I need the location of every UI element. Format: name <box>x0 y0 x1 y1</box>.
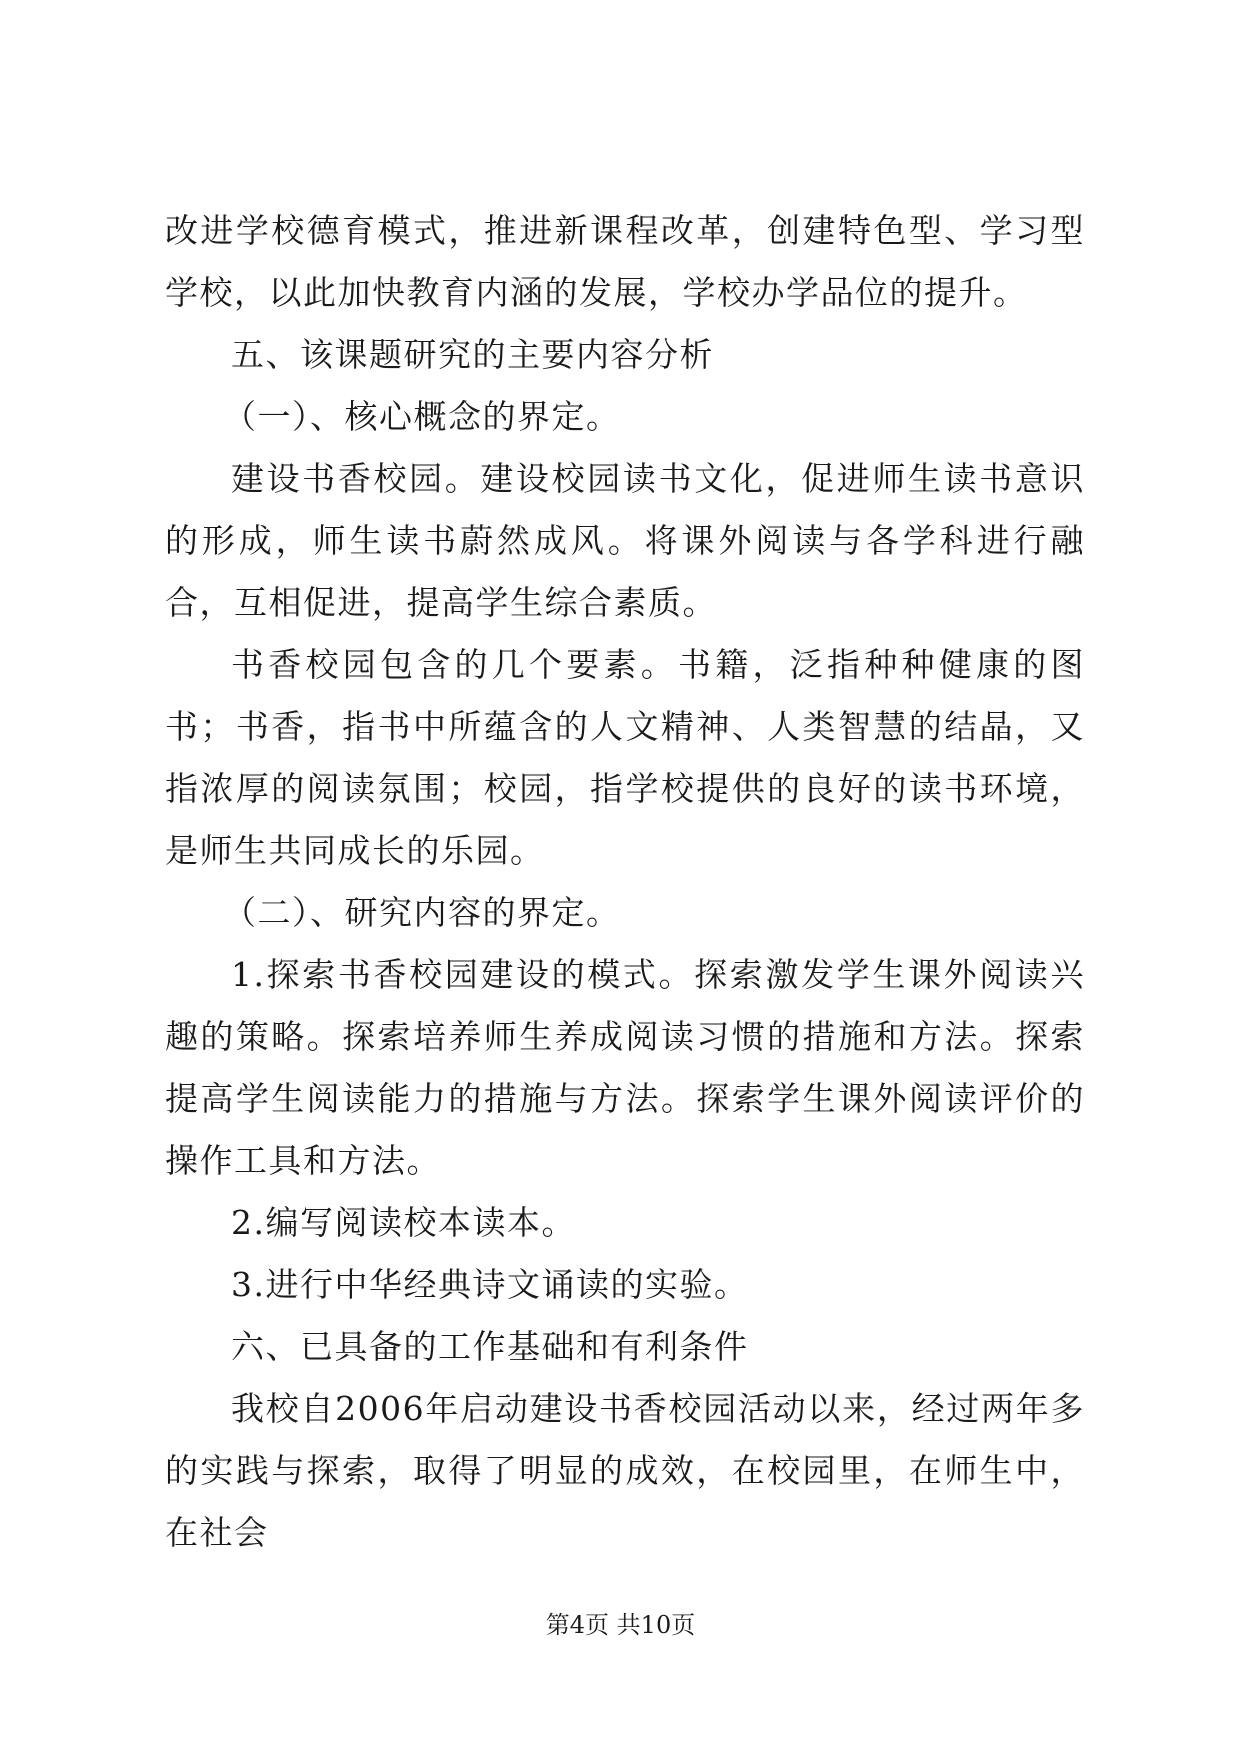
page-footer: 第4页 共10页 <box>545 1611 696 1639</box>
list-item-2: 2.编写阅读校本读本。 <box>231 1203 576 1242</box>
paragraph-foundation: 我校自2006年启动建设书香校园活动以来，经过两年多的实践与探索，取得了明显的成效，在校园里，在师生中，在社会 <box>165 1389 1085 1552</box>
list-item-3: 3.进行中华经典诗文诵读的实验。 <box>231 1265 749 1304</box>
list-item-1: 1.探索书香校园建设的模式。探索激发学生课外阅读兴趣的策略。探索培养师生养成阅读习惯的措施和方法。探索提高学生阅读能力的措施与方法。探索学生课外阅读评价的操作工具和方法。 <box>165 955 1085 1180</box>
subsection-heading-two: （二）、研究内容的界定。 <box>223 893 621 932</box>
paragraph-elements: 书香校园包含的几个要素。书籍，泛指种种健康的图书；书香，指书中所蕴含的人文精神、人类智慧的结晶，又指浓厚的阅读氛围；校园，指学校提供的良好的读书环境，是师生共同成长的乐园。 <box>165 645 1085 870</box>
subsection-heading-one: （一）、核心概念的界定。 <box>223 397 621 436</box>
document-body <box>165 200 1085 1564</box>
paragraph-book-campus: 建设书香校园。建设校园读书文化，促进师生读书意识的形成，师生读书蔚然成风。将课外阅读与各学科进行融合，互相促进，提高学生综合素质。 <box>165 459 1085 622</box>
section-heading-six: 六、已具备的工作基础和有利条件 <box>231 1327 749 1366</box>
paragraph-continuation: 改进学校德育模式，推进新课程改革，创建特色型、学习型学校，以此加快教育内涵的发展，学校办学品位的提升。 <box>165 211 1085 312</box>
section-heading-five: 五、该课题研究的主要内容分析 <box>231 335 714 374</box>
